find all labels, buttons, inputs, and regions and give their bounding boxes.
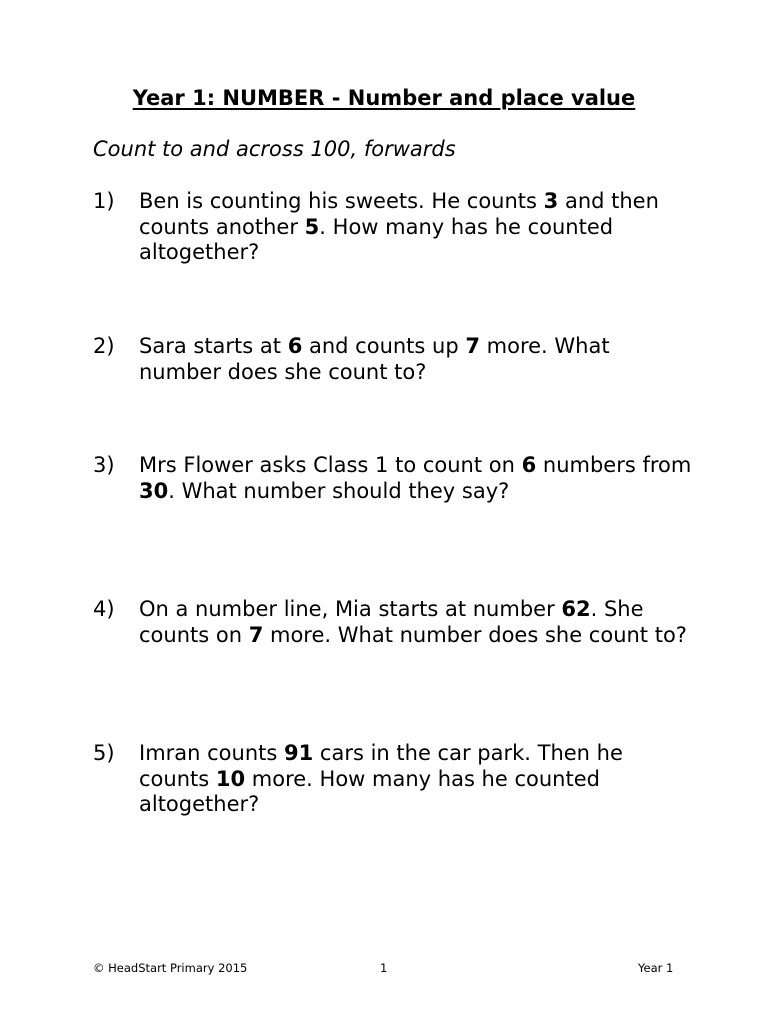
question-text-segment: more. What number does she count to?	[139, 334, 610, 384]
question-value: 6	[521, 453, 537, 477]
question-text-segment: more. What number does she count to?	[263, 622, 687, 647]
question-value: 5	[304, 214, 320, 239]
question-value: 62	[561, 597, 591, 621]
question-text-segment: and counts up	[302, 334, 466, 358]
question-text-segment: Imran counts	[139, 741, 285, 765]
question-number: 4)	[93, 597, 115, 621]
question-text-segment: more. How many has he counted altogether?	[139, 766, 600, 816]
question-text-segment: On a number line, Mia starts at number	[139, 597, 562, 621]
footer-copyright: © HeadStart Primary 2015	[93, 961, 248, 975]
page-title: Year 1: NUMBER - Number and place value	[132, 86, 636, 110]
question-2	[93, 334, 693, 385]
question-text	[139, 597, 693, 648]
question-text-segment: numbers from	[536, 453, 692, 477]
question-number: 2)	[93, 334, 115, 358]
question-value: 3	[543, 189, 559, 213]
question-number: 1)	[93, 189, 115, 213]
question-number: 3)	[93, 453, 115, 477]
question-value: 30	[139, 478, 169, 503]
question-text	[139, 334, 693, 385]
footer-year: Year 1	[638, 961, 674, 975]
question-text-segment: Mrs Flower asks Class 1 to count on	[139, 453, 522, 477]
question-value: 7	[465, 334, 480, 358]
question-1	[93, 189, 693, 266]
question-text-segment: cars in the car park. Then he counts	[139, 741, 623, 791]
question-number: 5)	[93, 741, 115, 765]
question-value: 10	[215, 766, 246, 791]
question-4	[93, 597, 693, 648]
question-3	[93, 453, 693, 504]
question-text-segment: Ben is counting his sweets. He counts	[139, 189, 544, 213]
question-value: 91	[284, 741, 314, 765]
footer-page-number: 1	[380, 961, 388, 975]
question-5	[93, 741, 693, 818]
question-text	[139, 741, 693, 818]
question-text-segment: . What number should they say?	[168, 478, 510, 503]
objective-subtitle: Count to and across 100, forwards	[93, 137, 456, 161]
question-text	[139, 189, 693, 266]
question-value: 7	[248, 622, 264, 647]
question-text	[139, 453, 693, 504]
question-text-segment: . She counts on	[139, 597, 644, 647]
question-value: 6	[287, 334, 303, 358]
question-text-segment: Sara starts at	[139, 334, 288, 358]
question-text-segment: and then counts another	[139, 189, 659, 239]
question-text-segment: . How many has he counted altogether?	[139, 214, 614, 264]
